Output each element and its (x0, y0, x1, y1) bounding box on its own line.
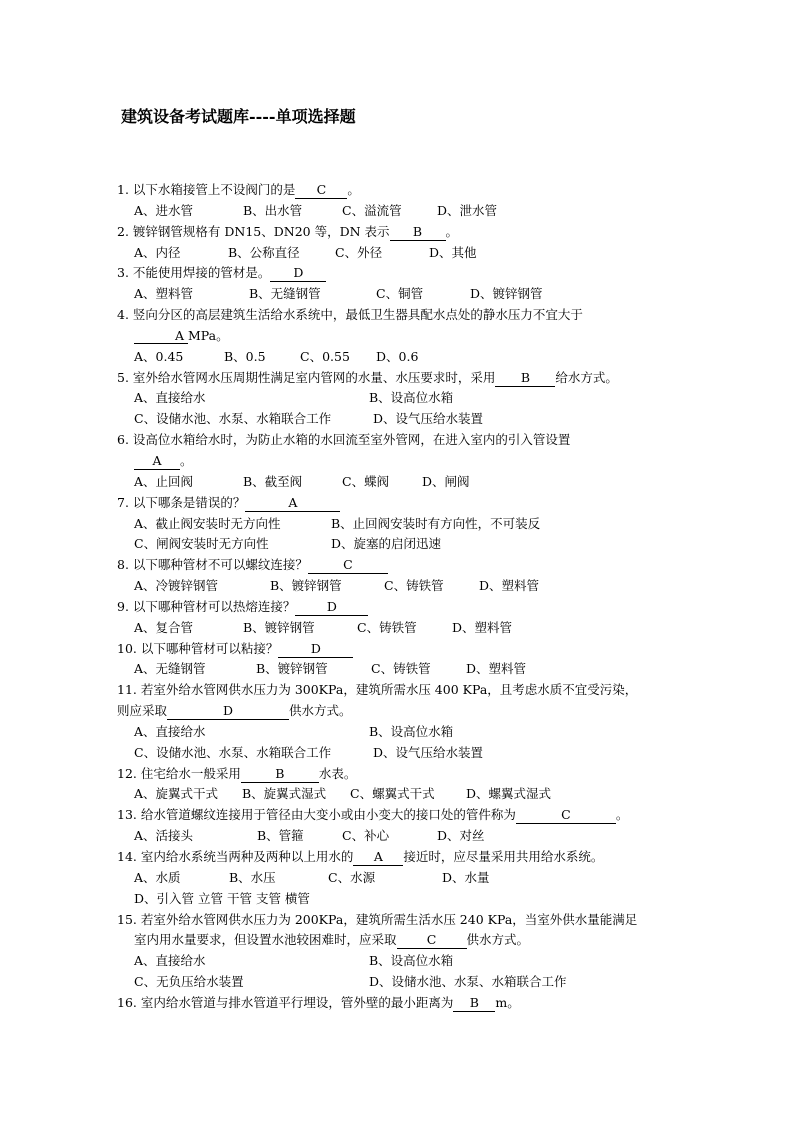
question-stem (117, 805, 682, 826)
answer-option: D、镀锌钢管 (470, 286, 543, 302)
answer-options (117, 784, 682, 805)
answer-option: D、引入管 立管 干管 支管 横管 (134, 890, 310, 906)
stem-text: 15. 若室外给水管网供水压力为 200KPa，建筑所需生活水压 240 KPa，当室外供水量能满足 (117, 911, 638, 927)
stem-text: 。 (180, 452, 193, 468)
answer-options (117, 722, 682, 743)
stem-text: 5. 室外给水管网水压周期性满足室内管网的水量、水压要求时，采用 (117, 369, 496, 385)
question-stem (117, 639, 682, 660)
answer-option: C、无负压给水装置 (134, 974, 244, 990)
answer-options (117, 618, 682, 639)
answer-options (117, 743, 682, 764)
answer-option: C、铸铁管 (371, 661, 431, 677)
answer-options (117, 534, 682, 555)
question-item (117, 180, 682, 222)
answer-options (117, 201, 682, 222)
stem-text: 2. 镀锌钢管规格有 DN15、DN20 等，DN 表示 (117, 223, 390, 239)
question-stem (117, 493, 682, 514)
stem-text: 4. 竖向分区的高层建筑生活给水系统中，最低卫生器具配水点处的静水压力不宜大于 (117, 307, 583, 323)
answer-options (117, 472, 682, 493)
stem-text: 。 (615, 807, 629, 823)
answer-option: B、设高位水箱 (369, 953, 454, 969)
stem-text: 水表。 (318, 765, 357, 781)
answer-option: B、旋翼式湿式 (242, 786, 327, 802)
answer-option: D、0.6 (376, 348, 419, 364)
question-item (117, 222, 682, 264)
answer-option: D、其他 (429, 244, 477, 260)
answer-blank: B (495, 371, 555, 387)
question-item (117, 847, 682, 910)
stem-text: 11. 若室外给水管网供水压力为 300KPa，建筑所需水压 400 KPa，且考虑水质不宜受污染， (117, 682, 638, 698)
answer-option: A、直接给水 (134, 953, 206, 969)
answer-option: D、对丝 (437, 828, 485, 844)
answer-option: B、设高位水箱 (369, 723, 454, 739)
question-stem (117, 680, 682, 701)
answer-options (117, 659, 682, 680)
stem-text: 16. 室内给水管道与排水管道平行埋设，管外壁的最小距离为 (117, 994, 454, 1010)
question-stem (117, 222, 682, 243)
question-stem (117, 993, 682, 1014)
answer-option: A、进水管 (134, 202, 194, 218)
answer-option: A、截止阀安装时无方向性 (134, 515, 281, 531)
question-item (117, 493, 682, 556)
answer-options (117, 826, 682, 847)
answer-option: A、复合管 (134, 619, 194, 635)
question-stem-continued (117, 326, 682, 347)
question-item (117, 597, 682, 639)
answer-option: D、闸阀 (422, 473, 470, 489)
question-item (117, 993, 682, 1014)
question-item (117, 263, 682, 305)
answer-blank: D (167, 704, 289, 720)
question-stem (117, 430, 682, 451)
answer-option: C、溢流管 (342, 202, 402, 218)
question-stem (117, 368, 682, 389)
answer-option: B、设高位水箱 (369, 390, 454, 406)
answer-option: C、补心 (342, 828, 390, 844)
stem-text: 8. 以下哪种管材不可以螺纹连接？ (117, 557, 308, 573)
stem-text: 则应采取 (117, 703, 168, 719)
answer-options (117, 868, 682, 889)
answer-option: A、直接给水 (134, 723, 206, 739)
answer-options (117, 409, 682, 430)
stem-text: 10. 以下哪种管材可以粘接？ (117, 640, 279, 656)
stem-text: 3. 不能使用焊接的管材是。 (117, 265, 271, 281)
answer-option: D、泄水管 (437, 202, 498, 218)
question-item (117, 368, 682, 431)
question-item (117, 805, 682, 847)
question-item (117, 639, 682, 681)
question-stem-continued (117, 930, 682, 951)
answer-options (117, 972, 682, 993)
question-item (117, 555, 682, 597)
answer-option: A、活接头 (134, 828, 194, 844)
answer-option: D、设气压给水装置 (373, 411, 484, 427)
question-item (117, 764, 682, 806)
answer-options (117, 347, 682, 368)
question-item (117, 910, 682, 993)
answer-blank: B (453, 996, 495, 1012)
answer-option: A、0.45 (134, 348, 184, 364)
answer-option: C、设储水池、水泵、水箱联合工作 (134, 744, 332, 760)
answer-blank: D (270, 266, 326, 282)
answer-options (117, 889, 682, 910)
question-stem (117, 910, 682, 931)
answer-option: B、止回阀安装时有方向性，不可装反 (331, 515, 541, 531)
stem-text: 供水方式。 (466, 932, 530, 948)
stem-text: 。 (347, 182, 360, 197)
answer-option: D、设气压给水装置 (373, 744, 484, 760)
answer-option: B、截至阀 (243, 473, 303, 489)
answer-blank: B (241, 767, 319, 783)
answer-option: B、镀锌钢管 (243, 619, 315, 635)
answer-options (117, 284, 682, 305)
answer-option: D、塑料管 (466, 661, 527, 677)
stem-text: 7. 以下哪条是错误的？ (117, 494, 246, 510)
answer-options (117, 243, 682, 264)
question-item (117, 680, 682, 763)
answer-option: B、出水管 (243, 202, 303, 218)
question-stem (117, 701, 682, 722)
question-stem (117, 764, 682, 785)
stem-text: MPa。 (188, 327, 229, 343)
answer-blank: C (397, 933, 467, 949)
question-stem (117, 847, 682, 868)
answer-blank: C (516, 808, 616, 824)
answer-option: D、螺翼式湿式 (466, 786, 552, 802)
answer-option: C、铸铁管 (357, 619, 417, 635)
answer-option: A、旋翼式干式 (134, 786, 219, 802)
page-title: 建筑设备考试题库----单项选择题 (121, 107, 356, 126)
answer-option: C、水源 (328, 869, 376, 885)
stem-text: 给水方式。 (555, 369, 618, 385)
answer-option: A、冷镀锌钢管 (134, 578, 219, 594)
answer-option: D、水量 (442, 869, 490, 885)
question-item (117, 430, 682, 493)
answer-option: C、设储水池、水泵、水箱联合工作 (134, 411, 332, 427)
question-stem-continued (117, 451, 682, 472)
stem-text: 9. 以下哪种管材可以热熔连接？ (117, 598, 296, 614)
stem-text: 。 (445, 223, 459, 239)
answer-option: C、闸阀安装时无方向性 (134, 536, 269, 552)
answer-blank: A (353, 850, 403, 866)
question-stem (117, 263, 682, 284)
stem-text: 供水方式。 (289, 703, 352, 719)
answer-option: B、0.5 (224, 348, 266, 364)
answer-option: A、水质 (134, 869, 181, 885)
question-stem (117, 180, 682, 201)
stem-text: 室内用水量要求，但设置水池较困难时，应采取 (134, 932, 397, 948)
answer-options (117, 388, 682, 409)
answer-option: A、无缝钢管 (134, 661, 206, 677)
answer-blank: D (278, 642, 353, 658)
stem-text: 12. 住宅给水一般采用 (117, 765, 241, 781)
answer-option: A、直接给水 (134, 390, 206, 406)
question-stem (117, 597, 682, 618)
answer-option: B、管箍 (257, 828, 304, 844)
answer-option: B、公称直径 (228, 244, 300, 260)
answer-option: C、外径 (335, 244, 383, 260)
answer-option: C、0.55 (300, 348, 350, 364)
answer-blank: A (245, 496, 340, 512)
answer-blank: D (295, 600, 368, 616)
answer-option: B、水压 (229, 869, 276, 885)
answer-option: C、铸铁管 (384, 578, 444, 594)
stem-text: 14. 室内给水系统当两种及两种以上用水的 (117, 849, 354, 864)
answer-option: C、螺翼式干式 (350, 786, 435, 802)
answer-blank: C (295, 183, 347, 199)
answer-option: C、铜管 (376, 286, 424, 302)
answer-option: B、镀锌钢管 (270, 578, 342, 594)
stem-text: 6. 设高位水箱给水时，为防止水箱的水回流至室外管网，在进入室内的引入管设置 (117, 432, 571, 448)
answer-option: B、无缝钢管 (249, 286, 321, 302)
answer-option: A、止回阀 (134, 473, 194, 489)
answer-options (117, 951, 682, 972)
question-list (117, 180, 682, 1014)
question-item (117, 305, 682, 368)
stem-text: m。 (495, 994, 520, 1010)
answer-option: D、旋塞的启闭迅速 (331, 536, 442, 552)
answer-blank: A (134, 454, 180, 470)
answer-option: B、镀锌钢管 (256, 661, 328, 677)
answer-blank: C (308, 558, 388, 574)
answer-option: D、塑料管 (452, 619, 513, 635)
stem-text: 1. 以下水箱接管上不设阀门的是 (117, 182, 296, 197)
answer-option: C、蝶阀 (342, 473, 390, 489)
question-stem (117, 305, 682, 326)
stem-text: 接近时，应尽量采用共用给水系统。 (403, 849, 604, 864)
answer-option: A、塑料管 (134, 286, 194, 302)
answer-option: A、内径 (134, 244, 181, 260)
answer-option: D、设储水池、水泵、水箱联合工作 (369, 974, 567, 990)
answer-options (117, 514, 682, 535)
question-stem (117, 555, 682, 576)
answer-blank: A (134, 329, 188, 344)
stem-text: 13. 给水管道螺纹连接用于管径由大变小或由小变大的接口处的管件称为 (117, 807, 516, 823)
answer-blank: B (390, 225, 446, 241)
answer-option: D、塑料管 (479, 578, 540, 594)
answer-options (117, 576, 682, 597)
